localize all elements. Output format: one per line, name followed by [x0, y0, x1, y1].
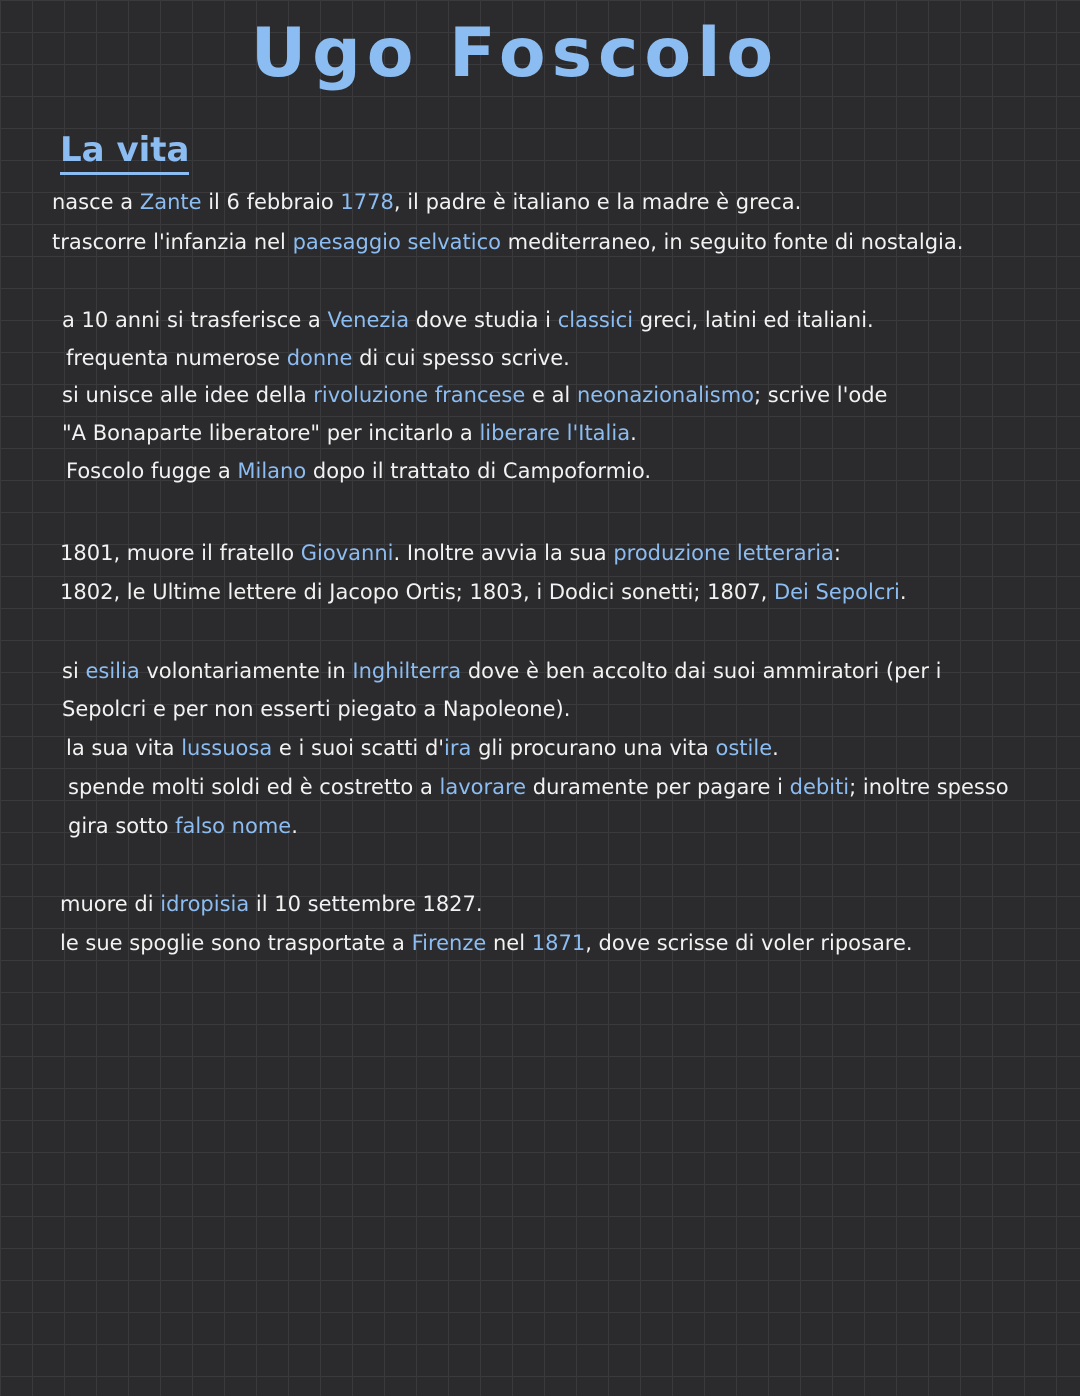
text-segment: nel — [486, 931, 532, 955]
text-segment: . Inoltre avvia la sua — [393, 541, 614, 565]
section-heading: La vita — [60, 130, 189, 175]
text-line — [60, 577, 907, 607]
highlighted-term: rivoluzione francese — [313, 383, 526, 407]
text-segment: dove studia i — [409, 308, 558, 332]
text-segment: gli procurano una vita — [471, 736, 716, 760]
highlighted-term: Dei Sepolcri — [773, 580, 900, 604]
text-segment: a 10 anni si trasferisce a — [62, 308, 328, 332]
text-segment: volontariamente in — [139, 659, 353, 683]
text-segment: di cui spesso scrive. — [352, 346, 570, 370]
text-segment: frequenta numerose — [66, 346, 287, 370]
text-line — [62, 694, 570, 724]
highlighted-term: Venezia — [327, 308, 410, 332]
text-segment: Sepolcri e per non esserti piegato a Napoleone). — [62, 697, 571, 721]
highlighted-term: liberare l'Italia — [479, 421, 631, 445]
highlighted-term: lavorare — [439, 775, 527, 799]
highlighted-term: Zante — [139, 190, 202, 214]
text-segment: le sue spoglie sono trasportate a — [60, 931, 412, 955]
highlighted-term: Milano — [237, 459, 307, 483]
highlighted-term: produzione letteraria — [613, 541, 834, 565]
highlighted-term: 1871 — [531, 931, 586, 955]
highlighted-term: Giovanni — [300, 541, 394, 565]
text-segment: il 10 settembre 1827. — [249, 892, 483, 916]
highlighted-term: paesaggio selvatico — [292, 230, 501, 254]
text-segment: si — [62, 659, 86, 683]
highlighted-term: idropisia — [160, 892, 250, 916]
text-segment: , il padre è italiano e la madre è greca. — [393, 190, 802, 214]
text-line — [62, 656, 942, 686]
text-segment: si unisce alle idee della — [62, 383, 314, 407]
text-line — [52, 187, 801, 217]
page-title: Ugo Foscolo — [250, 14, 780, 93]
highlighted-term: Inghilterra — [352, 659, 462, 683]
highlighted-term: debiti — [789, 775, 850, 799]
text-segment: e al — [525, 383, 577, 407]
highlighted-term: classici — [557, 308, 634, 332]
text-segment: gira sotto — [68, 814, 176, 838]
text-line — [66, 343, 570, 373]
highlighted-term: ostile — [715, 736, 773, 760]
text-line — [62, 418, 637, 448]
text-segment: spende molti soldi ed è costretto a — [68, 775, 440, 799]
text-segment: nasce a — [52, 190, 140, 214]
highlighted-term: donne — [286, 346, 353, 370]
text-line — [60, 538, 841, 568]
text-line — [52, 227, 963, 257]
text-segment: duramente per pagare i — [526, 775, 790, 799]
text-segment: . — [630, 421, 637, 445]
highlighted-term: 1778 — [340, 190, 394, 214]
text-segment: ; scrive l'ode — [754, 383, 888, 407]
text-segment: . — [772, 736, 779, 760]
highlighted-term: esilia — [85, 659, 140, 683]
highlighted-term: neonazionalismo — [576, 383, 755, 407]
text-segment: e i suoi scatti d' — [272, 736, 445, 760]
text-segment: : — [833, 541, 841, 565]
highlighted-term: ira — [444, 736, 472, 760]
text-segment: la sua vita — [66, 736, 182, 760]
highlighted-term: falso nome — [175, 814, 292, 838]
text-line — [68, 811, 298, 841]
text-segment: . — [291, 814, 298, 838]
text-segment: muore di — [60, 892, 161, 916]
text-line — [62, 305, 874, 335]
text-segment: greci, latini ed italiani. — [633, 308, 874, 332]
text-segment: , dove scrisse di voler riposare. — [585, 931, 913, 955]
text-segment: . — [899, 580, 907, 604]
text-segment: 1802, le Ultime lettere di Jacopo Ortis; 1803, i Dodici sonetti; 1807, — [60, 580, 774, 604]
text-segment: ; inoltre spesso — [849, 775, 1009, 799]
text-segment: dopo il trattato di Campoformio. — [306, 459, 652, 483]
text-segment: dove è ben accolto dai suoi ammiratori (per i — [461, 659, 942, 683]
text-line — [66, 733, 779, 763]
text-line — [66, 456, 651, 486]
text-line — [60, 928, 913, 958]
text-segment: mediterraneo, in seguito fonte di nostalgia. — [500, 230, 964, 254]
text-segment: Foscolo fugge a — [66, 459, 238, 483]
text-segment: trascorre l'infanzia nel — [52, 230, 293, 254]
text-segment: "A Bonaparte liberatore" per incitarlo a — [62, 421, 480, 445]
text-line — [62, 380, 887, 410]
text-line — [60, 889, 483, 919]
text-segment: 1801, muore il fratello — [60, 541, 301, 565]
text-segment: il 6 febbraio — [201, 190, 341, 214]
text-line — [68, 772, 1009, 802]
highlighted-term: Firenze — [411, 931, 487, 955]
highlighted-term: lussuosa — [181, 736, 273, 760]
